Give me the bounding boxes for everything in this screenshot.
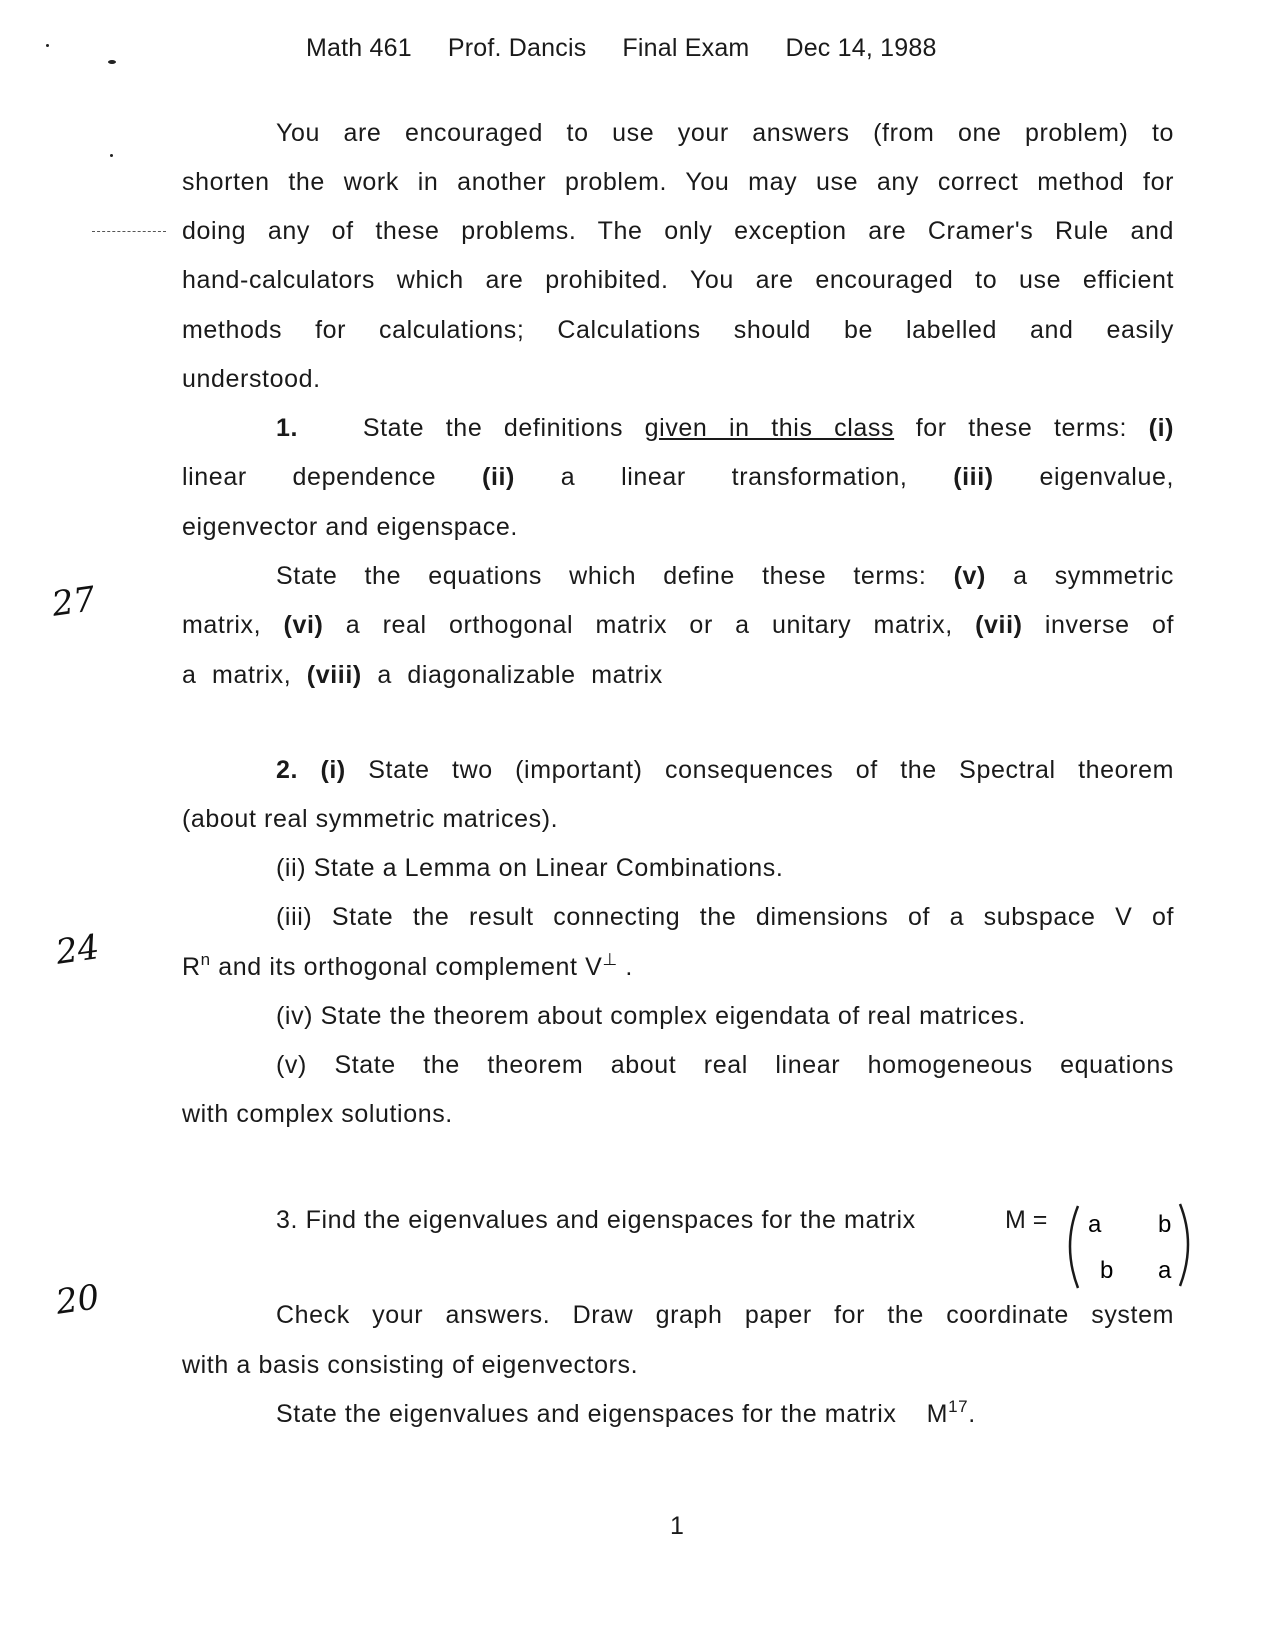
course: Math 461 (306, 34, 412, 62)
margin-score: 27 (49, 579, 98, 625)
intro-line: doing any of these problems. The only exception are Cramer's Rule and (182, 217, 1174, 245)
stray-mark (108, 60, 116, 64)
intro-line: shorten the work in another problem. You may use any correct method for (182, 168, 1174, 196)
stray-mark (46, 44, 49, 47)
problem2-line: 2. (i) State two (important) consequences of the Spectral theorem (276, 756, 1174, 784)
problem1-line: matrix, (vi) a real orthogonal matrix or a unitary matrix, (vii) inverse of (182, 611, 1175, 639)
intro-line: hand-calculators which are prohibited. You are encouraged to use efficient (182, 266, 1174, 294)
intro-line: methods for calculations; Calculations should be labelled and easily (182, 316, 1174, 344)
matrix-m (1064, 1200, 1194, 1292)
problem3-line: State the eigenvalues and eigenspaces for the matrix $M^{17}$. (276, 1397, 976, 1428)
matrix-entry: b (1158, 1211, 1172, 1238)
matrix-entry: a (1088, 1211, 1102, 1238)
intro-line: understood. (182, 365, 321, 393)
margin-dash (92, 231, 166, 232)
stray-mark (110, 154, 113, 157)
problem2-line: (v) State the theorem about real linear homogeneous equations (276, 1051, 1174, 1079)
problem1-line: State the equations which define these terms: (v) a symmetric (276, 562, 1174, 590)
problem1-line: a matrix, (viii) a diagonalizable matrix (182, 661, 663, 689)
problem1-line: 1. State the definitions given in this class for these terms: (i) (276, 414, 1175, 442)
margin-score: 20 (53, 1277, 102, 1323)
problem3-line: with a basis consisting of eigenvectors. (182, 1351, 639, 1379)
matrix-entry: a (1158, 1257, 1172, 1284)
problem2-line: $R^n$ and its orthogonal complement V⊥ . (182, 950, 633, 981)
problem2-line: with complex solutions. (182, 1100, 453, 1128)
page-number: 1 (670, 1512, 684, 1540)
problem2-line: (iii) State the result connecting the dimensions of a subspace V of (276, 903, 1174, 931)
problem2-line: (iv) State the theorem about complex eigendata of real matrices. (276, 1002, 1026, 1030)
right-paren (1180, 1204, 1188, 1286)
matrix-entry: b (1100, 1257, 1114, 1284)
problem3-line: Check your answers. Draw graph paper for the coordinate system (276, 1301, 1174, 1329)
exam-header (306, 34, 973, 63)
problem2-line: (about real symmetric matrices). (182, 805, 559, 833)
problem2-line: (ii) State a Lemma on Linear Combinations. (276, 854, 784, 882)
matrix-label: M = (1005, 1206, 1048, 1234)
problem1-line: linear dependence (ii) a linear transformation, (iii) eigenvalue, (182, 463, 1174, 491)
professor: Prof. Dancis (447, 34, 587, 62)
exam-date: Dec 14, 1988 (785, 34, 937, 62)
left-paren (1070, 1206, 1078, 1288)
problem1-line: eigenvector and eigenspace. (182, 513, 518, 541)
margin-score: 24 (53, 927, 102, 973)
intro-line: You are encouraged to use your answers (from one problem) to (276, 119, 1174, 147)
problem3-line: 3. Find the eigenvalues and eigenspaces for the matrix (276, 1206, 916, 1234)
exam-title: Final Exam (622, 34, 750, 62)
